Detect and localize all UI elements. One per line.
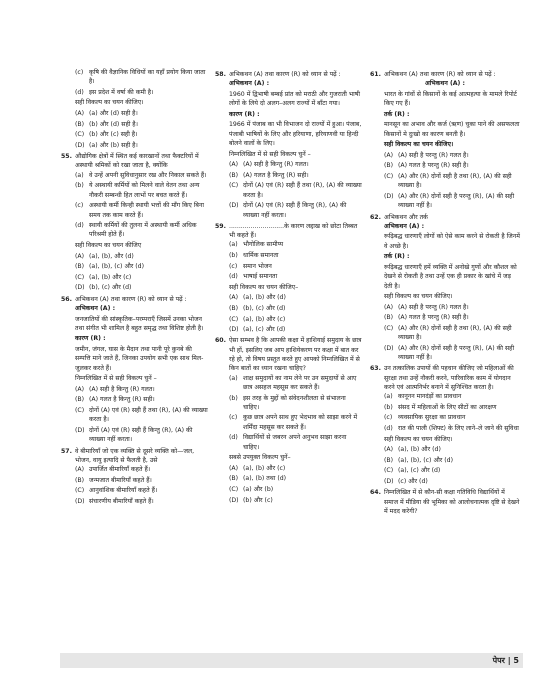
statement-item: (d) रात की पाली (शिफ्ट) के लिए लाने–ले जाने की सुविधा (384, 425, 519, 433)
instruction: सही विकल्प का चयन कीजिए। (384, 435, 453, 443)
option: (D) दोनों (A) एवं (R) सही हैं किन्तु (R), (A) की व्याख्या नहीं करता। (229, 202, 347, 219)
column-2 (215, 68, 363, 506)
statement-item: (c) कृषि की वैज्ञानिक विधियों का यहाँ प्रयोग किया जाता है। (75, 69, 206, 86)
option: (C) (A) और (R) दोनों सही है तथा (R), (A) की सही व्याख्या है। (384, 173, 512, 190)
instruction: निम्नलिखित में से सही विकल्प चुनें – (229, 150, 311, 158)
footer-bar (60, 653, 523, 668)
statement-item: (d) विद्यार्थियों से जबरन अपने अनुभव साझा करना चाहिए। (229, 434, 347, 451)
assertion-heading: अभिकथन (A) : (75, 304, 116, 312)
assertion-text: रूढ़िबद्ध धारणाएँ लोगों को ऐसे काम करने से रोकती है जिनमें वे अच्छे है। (384, 233, 520, 250)
reason-heading: कारण (R) : (229, 110, 260, 118)
option: (D) (b), (c) और (d) (75, 284, 132, 292)
reason-text: मानसून का अभाव और कर्ज (ऋण) चुका पाने की असफलता किसानों मे दुःखो का कारण बनती है। (384, 121, 520, 138)
option: (A) (a), (b) और (d) (229, 294, 286, 302)
instruction: सही विकल्प का चयन कीजिए (75, 242, 142, 250)
question-61: 61. अभिकथन (A) तथा कारण (R) को ध्यान से पढ़ें : (370, 71, 496, 78)
assertion-text: 1960 में द्विभाषी बम्बई प्रांत को मराठी और गुजराती भाषी लोगों के लिये दो अलग–अलग राज्यों में बाँटा गया। (229, 90, 360, 108)
reason-heading: कारण (R) : (75, 335, 106, 343)
assertion-heading: अभिकथन (A) : (229, 80, 270, 88)
option: (C) दोनों (A) एवं (R) सही हैं तथा (R), (A) की व्याख्या करता है। (75, 407, 208, 424)
statement-item: (c) कुछ छात्र अपने साथ हुए भेदभाव को साझा करने में शर्मिंदा महसूस कर सकते हैं। (229, 414, 358, 431)
column-3 (370, 68, 520, 516)
option: (B) जन्मजात बीमारियाँ कहते हैं। (75, 476, 152, 484)
option: (B) (a), (b) तथा (d) (229, 475, 287, 483)
option: (A) (a), (b) और (c) (229, 464, 286, 472)
question-57: 57. वे बीमारियाँ जो एक व्यक्ति से दूसरे व्यक्ति को—जल, भोजन, वायु इत्यादि से फैलती है, उसे (61, 447, 195, 464)
option: (D) (c) और (d) (384, 478, 428, 485)
question-63: 63. उन तत्कालिक उपायों की पहचान कीजिए जो महिलाओं की सुरक्षा तथा उन्हें नौकरी करने, पारिवारिक काम में योगदान करने एवं आत्मनिर्भर बनाने में सुनिश्चित करता है। (370, 365, 514, 391)
statement-item: (d) भाषाई समानता (229, 273, 278, 281)
option: (B) (a), (b), (c) और (d) (384, 456, 454, 464)
option: (D) संचारणीय बीमारियाँ कहते हैं। (75, 497, 154, 505)
question-56: 56. अभिकथन (A) तथा कारण (R) को ध्यान से पढ़ें : (61, 295, 187, 303)
instruction: सही विकल्प का चयन कीजिए। (384, 141, 454, 149)
statement-item: (c) व्यवसायिक सुरक्षा का प्रावधान (384, 414, 466, 422)
statement-item: (c) अस्थायी कर्मी किन्ही स्थायी भत्तों की माँग किए बिना समय तक काम करते हैं। (75, 202, 204, 219)
instruction: सबसे उपयुक्त विकल्प चुनें– (229, 454, 291, 462)
reason-text: रूढ़िबद्ध धारणाएँ हमें व्यक्ति में अनोखे गुणों और कौशल को देखने से रोकती है तथा उन्हें एक ही प्रकार के खांचे में जड़ देती है। (384, 263, 517, 290)
option: (C) (a), (c) और (d) (384, 467, 441, 475)
reason-heading: तर्क (R) : (384, 253, 410, 261)
reason-text: 1966 में पंजाब का भी विभाजन दो राज्यों में हुआ। पंजाब, पंजाबी भाषियों के लिए और हरियाणा, हरियाणवी या हिन्दी बोलने वालों के लिए। (229, 121, 362, 147)
option: (B) (b), (c) और (d) (229, 304, 286, 312)
assertion-text: जनजातियों की सांस्कृतिक–परम्पराएँ जिसमें उनका भोजन तथा संगीत भी शामिल है बहुत समृद्ध तथा विशिष्ट होती है। (75, 315, 204, 332)
column-1 (61, 68, 209, 507)
instruction: निम्नलिखित में से सही विकल्प चुनें – (75, 375, 157, 383)
option: (C) आनुवांशिक बीमारियाँ कहते हैं। (75, 487, 158, 495)
option: (D) (a) और (b) सही है। (75, 141, 138, 149)
option: (A) (A) सही है परन्तु (R) गलत है। (384, 303, 469, 311)
question-62: 62. अभिकथन और तर्क (370, 213, 428, 221)
statement-item: (a) वे उन्हें अपनी सुविधानुसार रख और निकाल सकते हैं। (75, 171, 207, 179)
option: (C) (a), (b) और (c) (75, 273, 132, 281)
option: (D) (b) और (c) (229, 496, 273, 504)
question-58: 58. अभिकथन (A) तथा कारण (R) को ध्यान से पढ़ें : (215, 71, 341, 78)
question-59: 59. ............................के कारण लद्दाख को छोटा तिब्बत भी कहते हैं। (215, 222, 358, 240)
option: (A) (a), (b) और (d) (384, 446, 441, 454)
statement-item: (a) शाक्ष समुदायों का नाम लेने पर उन समुदायों से आए छात्र असहज महसूस कर सकते हैं। (229, 374, 357, 391)
instruction: सही विकल्प का चयन कीजिए। (384, 293, 453, 301)
statement-item: (b) ये अस्थायी कर्मियों को मिलने वाले वेतन तथा अन्य नौकरी सम्बन्धी हित लाभों पर बचत करते हैं। (75, 182, 200, 199)
option: (D) (A) और (R) दोनों सही है परन्तु (R), (A) की सही व्याख्या नहीं है। (384, 192, 515, 210)
option: (A) (A) सही है परन्तु (R) गलत है। (384, 151, 469, 159)
reason-heading: तर्क (R) : (384, 110, 410, 118)
statement-item: (c) समान भोजन (229, 262, 272, 270)
option: (A) उपार्जित बीमारियाँ कहते हैं। (75, 466, 151, 474)
statement-item: (b) इस तरह के मुद्दों को संवेदनशीलता से संभालना चाहिए। (229, 394, 346, 411)
question-64: 64. निम्नलिखित में से कौन-सी कक्षा गतिविधि विद्यार्थियों में समाज में मीडिया की भूमिका को आलोचनात्मक दृष्टि से देखने में मदद करेगी? (370, 489, 520, 515)
assertion-text: भारत के गांवों से किसानों के कई आत्महत्या के मामले रिपोर्ट किए गए हैं। (384, 90, 517, 108)
option: (B) (A) गलत है परन्तु (R) सही है। (384, 162, 469, 170)
option: (C) (a) और (b) (229, 486, 274, 493)
instruction: सही विकल्प का चयन कीजिए– (229, 283, 299, 291)
option: (A) (a), (b), और (d) (75, 252, 134, 260)
option: (C) दोनों (A) एवं (R) सही हैं तथा (R), (A) की व्याख्या करता है। (229, 182, 362, 199)
question-60: 60. ऐसा सम्भव है कि आपकी कक्षा में हाशियाई समुदाय के छात्र भी हों, इसलिए जब आप हाशियेकरण पर कक्षा में बात कर रहे हो, तो विषय प्रस्तुत करते हुए आपको निम्नलिखित में से किन बातों का ध्यान रखना चाहिए? (215, 337, 362, 373)
statement-item: (d) इस प्रदेश में वर्षा की कमी है। (75, 88, 154, 96)
option: (A) (A) सही है किन्तु (R) गलत। (75, 385, 155, 393)
option: (A) (a) और (d) सही है। (75, 110, 138, 118)
option: (B) (a), (b), (c) और (d) (75, 263, 145, 271)
page-number: पेपर | 5 (492, 656, 519, 665)
option: (C) (A) और (R) दोनों सही है तथा (R), (A) की सही व्याख्या है। (384, 324, 512, 342)
statement-item: (a) कानूनन मानदंड़ों का प्रावधान (384, 393, 462, 401)
option: (D) (a), (c) और (d) (229, 326, 286, 334)
option: (D) दोनों (A) एवं (R) सही हैं किन्तु (R), (A) की व्याख्या नहीं करता। (75, 426, 193, 444)
option: (B) (A) गलत है परन्तु (R) सही है। (384, 314, 469, 322)
option: (C) (a), (b) और (c) (229, 315, 286, 323)
option: (B) (b) और (d) सही है। (75, 120, 138, 128)
statement-item: (b) संसद में महिलाओं के लिए सीटों का आरक्षण (384, 403, 497, 411)
instruction: सही विकल्प का चयन कीजिए। (75, 99, 144, 107)
reason-text: जमीन, जंगल, घास के मैदान तथा पानी पूरे कुनबे की सम्पत्ति माने जाते हैं, जिनका उपयोग सभी एक साथ मिल-जुलकर करते हैं। (75, 346, 204, 372)
question-55: 55. औद्योगिक क्षेत्रों में स्थित कई कारखानों तथा फैक्टरियों में अस्थायी श्रमिकों को रखा जाता है, क्योंकि (61, 153, 199, 170)
option: (D) (A) और (R) दोनों सही है परन्तु (R), (A) की सही व्याख्या नहीं है। (384, 344, 515, 362)
option: (A) (A) सही है किन्तु (R) गलत। (229, 161, 309, 169)
statement-item: (a) भौगोलिक सामीप्य (229, 241, 284, 249)
assertion-heading: अभिकथन (A) : (384, 222, 425, 230)
statement-item: (d) स्थायी कर्मियों की तुलना में अस्थायी कर्मी अधिक परिश्रमी होते हैं। (75, 222, 197, 239)
assertion-heading: अभिकथन (A) : (424, 80, 466, 88)
option: (B) (A) गलत है किन्तु (R) सही। (229, 171, 309, 179)
option: (C) (b) और (c) सही है। (75, 131, 138, 139)
option: (B) (A) गलत है किन्तु (R) सही। (75, 396, 155, 404)
statement-item: (b) धार्मिक समानता (229, 252, 279, 260)
